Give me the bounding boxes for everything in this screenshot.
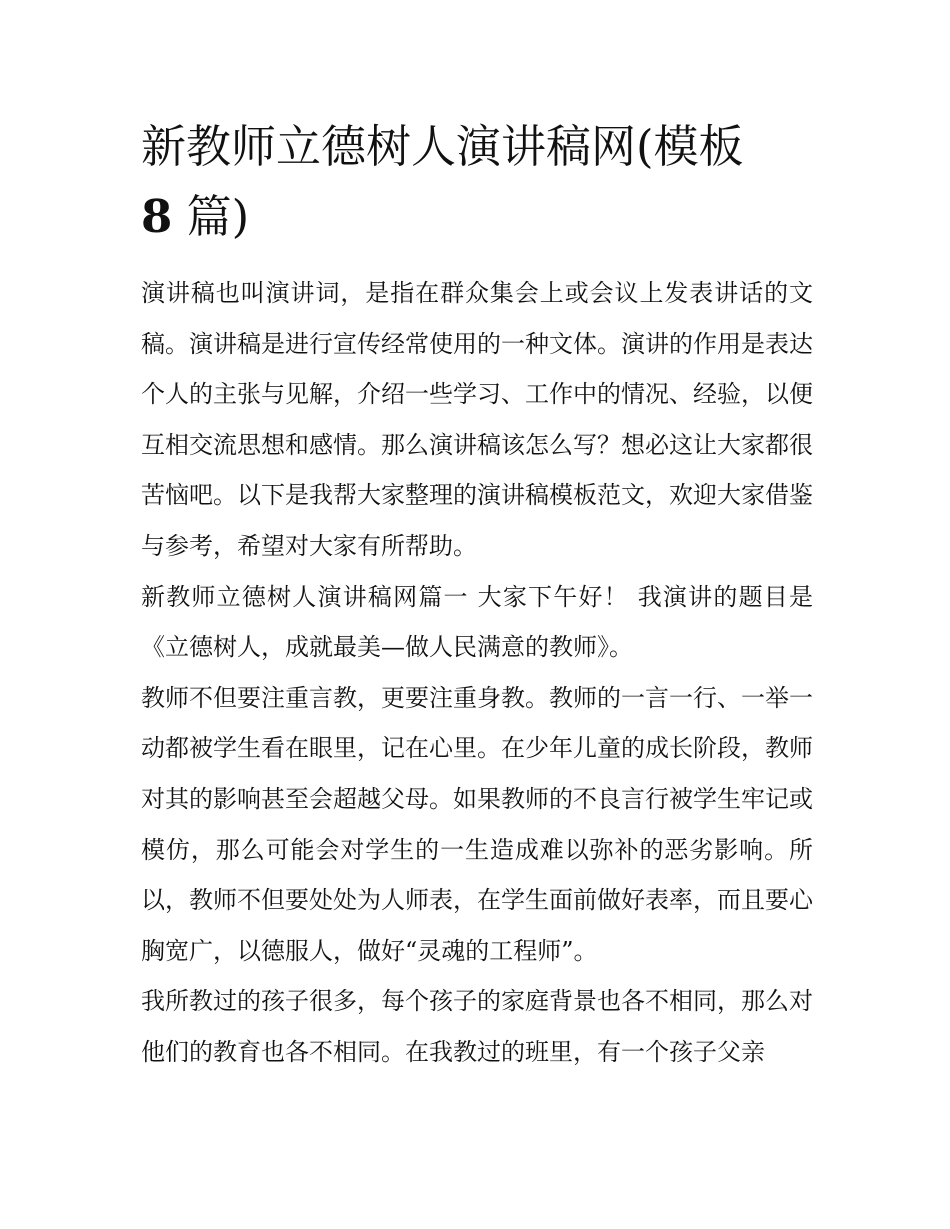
title-number: 8 — [141, 190, 173, 243]
document-title — [141, 112, 813, 252]
paragraph-speech-heading: 新教师立德树人演讲稿网篇一 大家下午好！ 我演讲的题目是《立德树人，成就最美—做人民满意的教师》。 — [141, 582, 813, 662]
paragraph-intro: 演讲稿也叫演讲词，是指在群众集会上或会议上发表讲话的文稿。演讲稿是进行宣传经常使用的一种文体。演讲的作用是表达个人的主张与见解，介绍一些学习、工作中的情况、经验，以便互相交流思想和感情。那么演讲稿该怎么写？想必这让大家都很苦恼吧。以下是我帮大家整理的演讲稿模板范文，欢迎大家借鉴与参考，希望对大家有所帮助。 — [141, 279, 813, 560]
document-content — [141, 112, 813, 1078]
paragraph-children: 我所教过的孩子很多，每个孩子的家庭背景也各不相同，那么对他们的教育也各不相同。在我教过的班里，有一个孩子父亲 — [141, 987, 813, 1066]
title-main-text: 新教师立德树人演讲稿网(模板 — [141, 120, 744, 173]
title-suffix: 篇) — [172, 190, 250, 243]
paragraph-teacher-example: 教师不但要注重言教，更要注重身教。教师的一言一行、一举一动都被学生看在眼里，记在心里。在少年儿童的成长阶段，教师对其的影响甚至会超越父母。如果教师的不良言行被学生牢记或模仿，那么可能会对学生的一生造成难以弥补的恶劣影响。所以，教师不但要处处为人师表，在学生面前做好表率，而且要心胸宽广，以德服人，做好“灵魂的工程师”。 — [141, 683, 813, 965]
document-title-block — [141, 112, 813, 252]
